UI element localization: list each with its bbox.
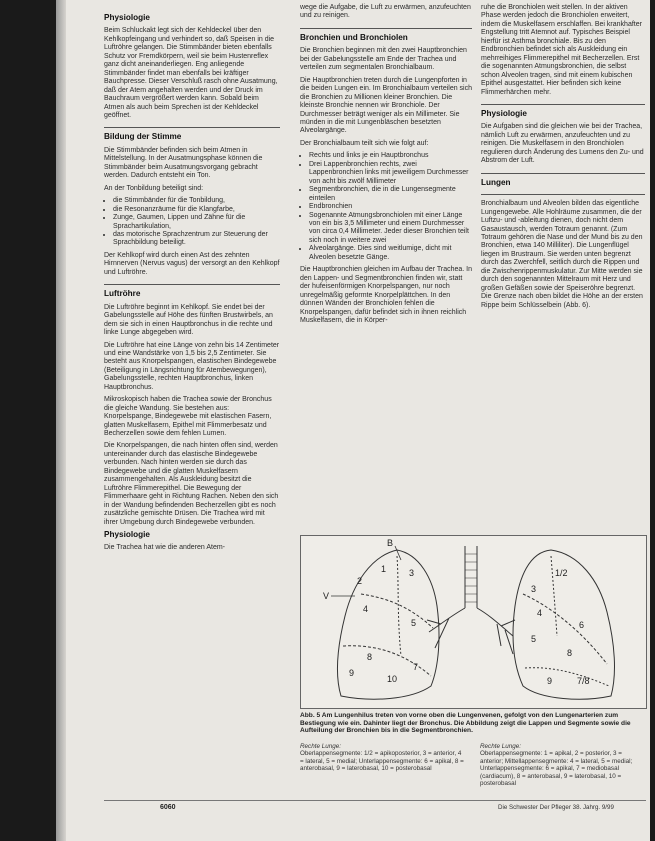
bronchus-left — [477, 608, 515, 654]
legend-title: Rechte Lunge: — [480, 743, 521, 750]
section-divider — [300, 28, 472, 29]
list-item: • Zunge, Gaumen, Lippen und Zähne für die Sprachartikulation, — [113, 214, 280, 231]
paragraph: ruhe die Bronchiolen weit stellen. In der aktiven Phase werden jedoch die Bronchiolen erweitert, indem die Muskelfasern erschlaffen. Bei krankhafter Engstellung tritt Atemnot auf. Typisches Beispiel hierfür ist Asthma bronchiale. Bis zu den Endbronchien befindet sich als Auskleidung ein mehrreihiges Flimmerepithel mit Becherzellen. Erst die sogenannten Atmungsbronchien, die selbst schon Alveolen tragen, sind mit einem kubischen Epithel ausgestattet. Hier befinden sich keine Flimmerhärchen mehr. — [481, 4, 642, 96]
list-item: • Rechts und links je ein Hauptbronchus — [309, 152, 472, 160]
page-gutter — [56, 0, 66, 841]
heading-physiologie-2: Physiologie — [104, 530, 150, 540]
figure-label: 8 — [567, 648, 573, 658]
figure-label: V — [323, 591, 330, 601]
section-divider — [481, 173, 645, 174]
figure-caption — [300, 712, 645, 735]
book-page — [56, 0, 650, 841]
paragraph: Die Knorpelspangen, die nach hinten offen sind, werden untereinander durch das elastische Bindegewebe verbunden. Nach hinten werden sie durch das Bindegewebe und die glatten Muskelfasern zusammengehalten. Als Auskleidung besitzt die Luftröhre Flimmerepithel. Die Bewegung der Flimmerhaare geht in Richtung Rachen. Neben den sich in der Wandung befindenden Becherzellen gibt es noch zusätzliche gemischte Drüsen. Die Trachea wird mit ihrer Umgebung durch Bindegewebe verbunden. — [104, 442, 279, 526]
figure-label: 9 — [349, 668, 355, 678]
lung-fissure — [525, 668, 609, 686]
figure-label: 1 — [381, 564, 387, 574]
section-divider — [104, 127, 280, 128]
footer-rule — [104, 800, 646, 801]
paragraph: Die Trachea hat wie die anderen Atem- — [104, 544, 226, 552]
paragraph: Die Hauptbronchien gleichen im Aufbau der Trachea. In den Lappen- und Segmentbronchien finden wir, statt der hufeisenförmigen Knorpelspangen, nur noch unregelmäßig geformte Knorpelplättchen. In den dünnen Wänden der Bronchiolen fehlen die Knorpelspangen, dafür befindet sich in ihnen reichlich Muskelfasern, die in Körper- — [300, 266, 472, 324]
list-item: • das motorische Sprachzentrum zur Steuerung der Sprachbildung beteiligt. — [113, 231, 280, 248]
heading-lungen: Lungen — [481, 177, 511, 187]
legend-text: Oberlappensegmente: 1/2 = apikoposterior, 3 = anterior, 4 = lateral, 5 = medial; Unterlappensegmente: 6 = apikal, 8 = anterobasal, 9 = laterobasal, 10 = posterobasal — [300, 750, 464, 773]
heading-luftroehre: Luftröhre — [104, 289, 141, 299]
heading-bildung-der-stimme: Bildung der Stimme — [104, 132, 182, 142]
paragraph: Der Bronchialbaum teilt sich wie folgt auf: — [300, 139, 429, 147]
paragraph: Die Luftröhre hat eine Länge von zehn bis 14 Zentimeter und eine Wandstärke von 1,5 bis 2,5 Zentimeter. Sie besteht aus Knorpelspangen, elastischen Bindegewebe (Beteiligung in Längsrichtung für Atembewegungen), Gabelungsstelle, rechten Hauptbronchus, linken Hauptbronchus. — [104, 341, 280, 391]
figure-label: 9 — [547, 676, 553, 686]
bronchialbaum-list — [300, 152, 472, 262]
column-left — [104, 12, 280, 557]
section-divider — [481, 104, 645, 105]
paragraph: wege die Aufgabe, die Luft zu erwärmen, anzufeuchten und zu reinigen. — [300, 4, 471, 20]
list-item: • die Resonanzräume für die Klangfarbe, — [113, 206, 280, 214]
list-item: • Sogenannte Atmungsbronchiolen mit einer Länge von ein bis 3,5 Millimeter und einem Durchmesser von circa 0,4 Millimeter. Jeder dieser Bronchien teilt sich noch in weitere zwei — [309, 212, 472, 246]
page-number: 6060 — [160, 804, 176, 811]
heading-bronchien: Bronchien und Bronchiolen — [300, 32, 408, 42]
figure-label: 2 — [357, 576, 363, 586]
caption-text: Abb. 5 Am Lungenhilus treten von vorne oben die Lungenvenen, gefolgt von den Lungenarterien zum Bestiegung wie ein. Dahinter liegt der Bronchus. Die Abbildung zeigt die Lappen und Segmente sowie die Aufteilung der Bronchien bis in die Segmentbronchien. — [300, 712, 631, 735]
paragraph: Die Luftröhre beginnt im Kehlkopf. Sie endet bei der Gabelungsstelle auf Höhe des fünften Brustwirbels, an dem sie sich in einen Hauptbronchus in die rechte und linke Lunge abgegeben wird. — [104, 303, 273, 337]
heading-physiologie-3: Physiologie — [481, 108, 527, 118]
paragraph: Mikroskopisch haben die Trachea sowie der Bronchus die gleiche Wandung. Sie bestehen aus: Knorpelspange, Bindegewebe mit elastischen Fasern, glatten Muskelfasern, Epithel mit Flimmerbesatz und Becherzellen sowie dem fehlen Lumen. — [104, 396, 272, 438]
list-item: • Endbronchien — [309, 203, 472, 211]
paragraph: Der Kehlkopf wird durch einen Ast des zehnten Hirnnerven (Nervus vagus) der versorgt an den Kehlkopf und Luftröhre. — [104, 251, 280, 276]
section-divider — [481, 194, 645, 195]
heading-physiologie: Physiologie — [104, 13, 150, 22]
lung-illustration — [300, 535, 647, 709]
lung-fissure — [361, 594, 433, 628]
journal-footer: Die Schwester Der Pfleger 38. Jahrg. 9/99 — [498, 804, 614, 811]
figure-label: 8 — [367, 652, 373, 662]
tonbildung-list — [104, 197, 280, 248]
figure-label: 3 — [531, 584, 537, 594]
list-item: • Segmentbronchien, die in die Lungensegmente einteilen — [309, 186, 472, 203]
figure-label: 4 — [537, 608, 543, 618]
paragraph: Die Aufgaben sind die gleichen wie bei der Trachea, nämlich Luft zu erwärmen, anzufeuchten und zu reinigen. Die Muskelfasern in den Bronchiolen regulieren durch Änderung des Lumens den Zu- und Abstrom der Luft. — [481, 123, 644, 165]
trachea — [465, 546, 477, 608]
paragraph: Die Bronchien beginnen mit den zwei Hauptbronchien bei der Gabelungsstelle am Ende der Trachea und verteilen zum segmentalen Bronchialbaum. — [300, 47, 467, 72]
figure-label: 10 — [387, 674, 398, 684]
legend-text: Oberlappensegmente: 1 = apikal, 2 = posterior, 3 = anterior; Mittellappensegmente: 4 = lateral, 5 = medial; Unterlappensegmente: 6 = apikal, 7 = mediobasal (cardiacum), 8 = anterobasal, 9 = laterobasal, 10 = posterobasal — [480, 750, 633, 788]
figure-label: 3 — [409, 568, 415, 578]
figure-label: B — [387, 538, 394, 548]
section-divider — [104, 284, 280, 285]
paragraph: Beim Schluckakt legt sich der Kehldeckel über den Kehlkopfeingang und verhindert so, daß Speisen in die Luftröhre gelangen. Die Stimmbänder bieten ebenfalls Schutz vor Fremdkörpern, weil sie beim Hustenreflex ganz dicht aneinanderliegen. Eng anliegende Stimmbänder findet man ebenfalls bei kräftiger Bauchpresse. Dieser Verschluß rasch ohne Ausatmung, daß der Atem angehalten werden und der Druck im Bauchraum vergrößert werden kann. Sobald beim Atmen als auch beim Sprechen ist der Kehldeckel geöffnet. — [104, 27, 278, 119]
lung-fissure — [523, 594, 607, 664]
list-item: • Alveolargänge. Dies sind weitlumige, dicht mit Alveolen besetzte Gänge. — [309, 245, 472, 262]
legend-title: Rechte Lunge: — [300, 743, 341, 750]
column-middle — [300, 4, 472, 329]
figure-label: 7/8 — [577, 676, 590, 686]
trachea-rings — [465, 554, 477, 602]
leader-line — [395, 546, 401, 560]
figure-label: 1/2 — [555, 568, 568, 578]
column-right — [481, 4, 645, 314]
figure-label: 4 — [363, 604, 369, 614]
paragraph: Die Hauptbronchien treten durch die Lungenpforten in die beiden Lungen ein. Im Bronchialbaum verteilen sich die Bronchien zu Millionen kleiner Bronchien. Die kleinste Bronchie nennen wir Bronchiole. Der Durchmesser beträgt weniger als ein Millimeter. Sie münden in die mit Lungenbläschen besetzten Alveolargänge. — [300, 76, 472, 135]
figure-label: 5 — [531, 634, 537, 644]
paragraph: Bronchialbaum und Alveolen bilden das eigentliche Lungengewebe. Alle Hohlräume zusammen, die der Luftzu- und -ableitung dienen, doch nicht dem Gasaustausch, werden Totraum genannt. (Zum Totraum gehören die Nase und der Mund bis zu den Bronchien, etwa 140 Milliliter). Die Lungenflügel liegen im Brustraum. Sie werden unten begrenzt durch das Zwerchfell, seitlich durch die Rippen und die Zwischenrippenmuskulatur. Zur Mitte werden sie durch den sogenannten Mittelraum mit Herz und großen Gefäßen sowie der Speiseröhre begrenzt. Die Grenze nach oben bildet die Höhe an der ersten Rippe beim Schlüsselbein (Abb. 6). — [481, 200, 643, 309]
legend-left-lung — [300, 743, 465, 773]
list-item: • Drei Lappenbronchien rechts, zwei Lappenbronchien links mit jeweiligem Durchmesser von acht bis zwölf Millimeter — [309, 161, 472, 186]
figure-label: 6 — [579, 620, 585, 630]
lung-drawing — [301, 536, 646, 708]
legend-right-lung — [480, 743, 645, 787]
figure-label: 7 — [413, 662, 419, 672]
figure-label: 5 — [411, 618, 417, 628]
paragraph: An der Tonbildung beteiligt sind: — [104, 184, 204, 192]
paragraph: Die Stimmbänder befinden sich beim Atmen in Mittelstellung. In der Ausatmungsphase können die Stimmbänder beim Ausatmungsvorgang gebracht werden. Dadurch entsteht ein Ton. — [104, 146, 263, 180]
list-item: • die Stimmbänder für die Tonbildung, — [113, 197, 280, 205]
